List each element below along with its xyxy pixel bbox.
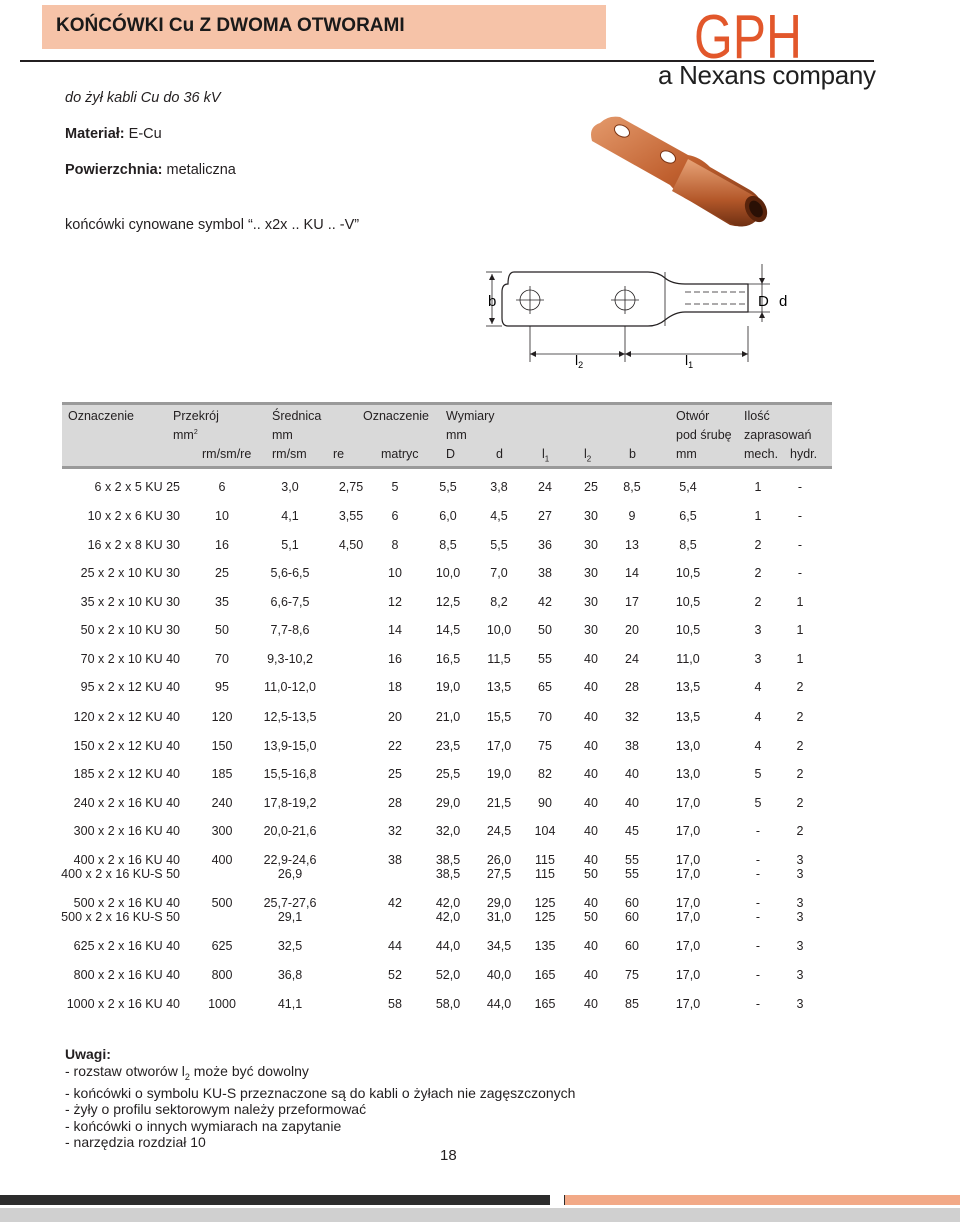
table-cell: 82	[538, 767, 552, 781]
table-cell: 120	[211, 710, 233, 724]
surface-label: Powierzchnia:	[65, 162, 163, 178]
table-cell: 45	[625, 824, 639, 838]
table-cell: 16	[215, 538, 229, 552]
table-cell: 500	[211, 896, 233, 910]
table-cell: 185 x 2 x 12 KU 40	[73, 767, 180, 781]
table-cell: 625	[211, 939, 233, 953]
table-cell: 44	[388, 939, 402, 953]
table-cell: 70	[538, 710, 552, 724]
table-cell: 3,55	[338, 509, 364, 523]
table-cell: 20	[388, 710, 402, 724]
table-cell: 40	[584, 680, 598, 694]
sub-l1: $l_1$	[542, 447, 550, 464]
table-cell: 15,5-16,8	[263, 767, 317, 781]
table-cell: 40	[625, 767, 639, 781]
table-cell: 40	[584, 939, 598, 953]
table-cell: 115	[535, 853, 555, 867]
table-cell: 1000	[208, 997, 236, 1011]
table-cell: 8,5	[623, 480, 641, 494]
table-cell: 40	[584, 968, 598, 982]
table-cell: 1000 x 2 x 16 KU 40	[66, 997, 180, 1011]
table-cell: 42	[388, 896, 402, 910]
table-cell: 40	[584, 739, 598, 753]
table-cell: 75	[538, 739, 552, 753]
table-cell: 36,8	[277, 968, 303, 982]
table-cell: 36	[538, 538, 552, 552]
table-cell: 300	[211, 824, 233, 838]
table-cell: 16 x 2 x 8 KU 30	[87, 538, 180, 552]
table-cell: 6 x 2 x 5 KU 25	[94, 480, 180, 494]
table-cell: 30	[584, 509, 598, 523]
table-cell: 25,7-27,6	[263, 896, 317, 910]
table-cell: 42,0	[435, 896, 461, 910]
table-cell: 12	[388, 595, 402, 609]
table-cell: 90	[538, 796, 552, 810]
table-cell: 25	[388, 767, 402, 781]
table-cell: 2	[796, 767, 804, 781]
table-cell: 13,5	[675, 680, 701, 694]
table-cell: 50 x 2 x 10 KU 30	[80, 623, 180, 637]
table-cell: 28	[625, 680, 639, 694]
table-cell: 17,0	[675, 796, 701, 810]
table-cell: 70	[215, 652, 229, 666]
sub-b: b	[629, 447, 636, 461]
table-cell: 800	[211, 968, 233, 982]
table-cell: 32,5	[277, 939, 303, 953]
table-cell: 14,5	[435, 623, 461, 637]
table-cell: 38	[388, 853, 402, 867]
table-cell: 23,5	[435, 739, 461, 753]
table-cell: 35 x 2 x 10 KU 30	[80, 595, 180, 609]
table-cell: 3	[796, 968, 804, 982]
table-cell: 625 x 2 x 16 KU 40	[73, 939, 180, 953]
table-cell: 104	[534, 824, 556, 838]
table-cell: 125	[534, 910, 556, 924]
table-cell: 1	[754, 480, 762, 494]
table-cell: 2	[754, 538, 762, 552]
table-cell: 11,0-12,0	[264, 680, 316, 694]
table-cell: 22,9-24,6	[263, 853, 317, 867]
table-cell: 20	[625, 623, 639, 637]
table-cell: 14	[625, 566, 639, 580]
table-cell: -	[755, 867, 761, 881]
note-line: - końcówki o innych wymiarach na zapytanie	[65, 1117, 342, 1134]
table-cell: 13,5	[486, 680, 512, 694]
table-cell: 60	[625, 896, 639, 910]
table-cell: 4	[754, 739, 762, 753]
unit-wymiary-mm: mm	[446, 428, 467, 442]
col-oznaczenie: Oznaczenie	[68, 409, 135, 423]
table-cell: 3	[796, 867, 804, 881]
table-cell: 10,5	[675, 566, 701, 580]
table-cell: 10,0	[486, 623, 512, 637]
table-cell: 14	[388, 623, 402, 637]
table-cell: 52,0	[435, 968, 461, 982]
table-cell: 1	[796, 595, 804, 609]
table-cell: 29,1	[277, 910, 303, 924]
table-cell: 17,0	[675, 997, 701, 1011]
table-cell: 13,5	[675, 710, 701, 724]
dim-D-label: D	[758, 293, 769, 310]
table-cell: 85	[625, 997, 639, 1011]
table-cell: 5,5	[490, 538, 508, 552]
table-cell: 34,5	[486, 939, 512, 953]
table-cell: 28	[388, 796, 402, 810]
table-cell: 32,0	[435, 824, 461, 838]
table-cell: 6	[391, 509, 399, 523]
table-cell: 10,5	[675, 623, 701, 637]
table-cell: 185	[211, 767, 233, 781]
table-cell: 30	[584, 623, 598, 637]
table-cell: 150	[211, 739, 233, 753]
table-cell: 2	[796, 710, 804, 724]
table-cell: 10,0	[435, 566, 461, 580]
table-cell: 2,75	[338, 480, 364, 494]
table-cell: 4,50	[338, 538, 364, 552]
table-cell: 55	[625, 867, 639, 881]
table-cell: 10 x 2 x 6 KU 30	[87, 509, 180, 523]
table-cell: 13,0	[675, 767, 701, 781]
table-cell: 9,3-10,2	[267, 652, 313, 666]
table-cell: 4	[754, 710, 762, 724]
col-otwor: Otwór	[676, 409, 710, 423]
table-cell: 1	[796, 623, 804, 637]
table-cell: 40	[584, 896, 598, 910]
table-cell: 5	[391, 480, 399, 494]
table-cell: 27,5	[486, 867, 512, 881]
table-cell: 75	[625, 968, 639, 982]
table-cell: 21,5	[486, 796, 512, 810]
table-cell: 60	[625, 910, 639, 924]
table-cell: 400 x 2 x 16 KU 40	[73, 853, 180, 867]
note-line: - końcówki o symbolu KU-S przeznaczone są do kabli o żyłach nie zagęszczonych	[65, 1084, 576, 1101]
page-number: 18	[440, 1147, 457, 1164]
table-cell: 16	[388, 652, 402, 666]
table-cell: 3	[754, 623, 762, 637]
table-cell: 40	[625, 796, 639, 810]
table-cell: 5	[754, 796, 762, 810]
table-cell: 300 x 2 x 16 KU 40	[73, 824, 180, 838]
table-cell: 24,5	[486, 824, 512, 838]
table-cell: 6,6-7,5	[270, 595, 310, 609]
table-cell: 400	[211, 853, 233, 867]
table-cell: 15,5	[486, 710, 512, 724]
table-cell: 30	[584, 595, 598, 609]
table-cell: 17,8-19,2	[263, 796, 317, 810]
table-cell: 17	[625, 595, 639, 609]
table-cell: 12,5-13,5	[263, 710, 317, 724]
table-cell: 165	[534, 997, 556, 1011]
table-cell: 40	[584, 767, 598, 781]
table-cell: 25,5	[435, 767, 461, 781]
table-cell: 13	[625, 538, 639, 552]
table-cell: 25	[215, 566, 229, 580]
table-cell: 13,0	[675, 739, 701, 753]
table-cell: 7,7-8,6	[270, 623, 310, 637]
sub-l2: $l_2$	[584, 447, 592, 464]
table-cell: 31,0	[486, 910, 512, 924]
note-line: - narzędzia rozdział 10	[65, 1134, 206, 1151]
table-cell: 40	[584, 710, 598, 724]
table-cell: 115	[535, 867, 555, 881]
footer-bar-grey	[0, 1208, 960, 1222]
surface-value: metaliczna	[166, 162, 236, 178]
table-cell: 8,5	[679, 538, 697, 552]
table-cell: 50	[584, 910, 598, 924]
table-cell: 95 x 2 x 12 KU 40	[80, 680, 180, 694]
table-cell: -	[797, 480, 803, 494]
table-cell: 24	[625, 652, 639, 666]
table-cell: 3,0	[281, 480, 299, 494]
table-cell: 95	[215, 680, 229, 694]
table-cell: 5	[754, 767, 762, 781]
table-cell: 17,0	[675, 896, 701, 910]
table-cell: 2	[754, 566, 762, 580]
col-wymiary: Wymiary	[446, 409, 495, 423]
table-cell: 20,0-21,6	[263, 824, 317, 838]
table-cell: 17,0	[675, 910, 701, 924]
footer-bar-orange	[565, 1195, 960, 1205]
table-cell: 21,0	[435, 710, 461, 724]
table-cell: 10	[215, 509, 229, 523]
col-ilosc: Ilość	[744, 409, 770, 423]
table-cell: 40	[584, 796, 598, 810]
table-cell: 1	[754, 509, 762, 523]
table-cell: -	[755, 997, 761, 1011]
sub-mm: mm	[676, 447, 697, 461]
material-label: Materiał:	[65, 126, 125, 142]
table-cell: 3	[796, 896, 804, 910]
table-cell: 17,0	[675, 853, 701, 867]
unit-srednica-mm: mm	[272, 428, 293, 442]
table-cell: -	[755, 896, 761, 910]
table-cell: 3,8	[490, 480, 508, 494]
sub-matryc: matryc	[381, 447, 419, 461]
table-cell: 3	[796, 853, 804, 867]
table-cell: 26,9	[277, 867, 303, 881]
table-cell: 42	[538, 595, 552, 609]
table-cell: 10	[388, 566, 402, 580]
table-cell: 41,1	[277, 997, 303, 1011]
table-cell: 4,5	[490, 509, 508, 523]
col-przekroj: Przekrój	[173, 409, 219, 423]
table-cell: 38,5	[435, 867, 461, 881]
table-cell: -	[755, 853, 761, 867]
sub-re: re	[333, 447, 345, 461]
table-cell: -	[797, 566, 803, 580]
table-cell: 32	[625, 710, 639, 724]
footer-gap	[550, 1195, 564, 1205]
table-cell: 3	[796, 997, 804, 1011]
sub-rmsm: rm/sm	[272, 447, 307, 461]
table-cell: 38	[625, 739, 639, 753]
table-cell: 58,0	[435, 997, 461, 1011]
notes-title: Uwagi:	[65, 1046, 111, 1062]
gph-logo-text: GPH	[694, 3, 802, 72]
table-cell: 25 x 2 x 10 KU 30	[80, 566, 180, 580]
table-cell: 2	[754, 595, 762, 609]
table-cell: 42,0	[435, 910, 461, 924]
material-value: E-Cu	[128, 126, 162, 142]
table-cell: 12,5	[435, 595, 461, 609]
table-cell: 2	[796, 796, 804, 810]
table-cell: 5,4	[679, 480, 697, 494]
table-cell: 500 x 2 x 16 KU 40	[73, 896, 180, 910]
table-cell: 4,1	[281, 509, 299, 523]
table-cell: -	[755, 910, 761, 924]
table-cell: 800 x 2 x 16 KU 40	[73, 968, 180, 982]
table-cell: 38	[538, 566, 552, 580]
table-cell: 17,0	[675, 867, 701, 881]
table-cell: 9	[628, 509, 636, 523]
table-cell: 38,5	[435, 853, 461, 867]
table-cell: 55	[625, 853, 639, 867]
table-cell: 50	[538, 623, 552, 637]
table-cell: 18	[388, 680, 402, 694]
table-cell: 40	[584, 824, 598, 838]
table-cell: 30	[584, 538, 598, 552]
subtitle: do żył kabli Cu do 36 kV	[65, 90, 221, 106]
table-cell: 29,0	[486, 896, 512, 910]
table-cell: 2	[796, 739, 804, 753]
table-cell: 11,0	[676, 652, 700, 666]
table-cell: -	[755, 824, 761, 838]
sub-rmsmre: rm/sm/re	[202, 447, 252, 461]
table-cell: 65	[538, 680, 552, 694]
table-cell: 27	[538, 509, 552, 523]
table-cell: -	[797, 538, 803, 552]
table-cell: 3	[754, 652, 762, 666]
table-cell: 17,0	[675, 968, 701, 982]
unit-mm2: $mm^2$	[173, 428, 198, 442]
table-cell: 29,0	[435, 796, 461, 810]
table-cell: 240	[211, 796, 233, 810]
table-cell: 26,0	[486, 853, 512, 867]
table-cell: 55	[538, 652, 552, 666]
table-cell: 25	[584, 480, 598, 494]
dim-d-label: d	[779, 293, 788, 310]
table-cell: 120 x 2 x 12 KU 40	[73, 710, 180, 724]
table-cell: 58	[388, 997, 402, 1011]
unit-pod-srube: pod śrubę	[676, 428, 732, 442]
table-cell: 2	[796, 680, 804, 694]
page-title: KOŃCÓWKI Cu Z DWOMA OTWORAMI	[56, 15, 405, 36]
note-line: - rozstaw otworów $l_2$ może być dowolny	[65, 1062, 309, 1082]
table-cell: 6,0	[439, 509, 457, 523]
table-cell: 17,0	[486, 739, 512, 753]
table-cell: 5,5	[439, 480, 457, 494]
table-cell: 4	[754, 680, 762, 694]
dim-l2-label: $l_2$	[575, 352, 584, 370]
table-cell: 52	[388, 968, 402, 982]
table-cell: 125	[534, 896, 556, 910]
dim-l1-label: $l_1$	[685, 352, 694, 370]
table-cell: 10,5	[675, 595, 701, 609]
sub-mech: mech.	[744, 447, 779, 461]
table-cell: 32	[388, 824, 402, 838]
table-cell: 8,5	[439, 538, 457, 552]
table-cell: 2	[796, 824, 804, 838]
table-cell: 1	[796, 652, 804, 666]
table-cell: 500 x 2 x 16 KU-S 50	[61, 910, 180, 924]
table-cell: 19,0	[435, 680, 461, 694]
table-cell: 5,1	[281, 538, 299, 552]
table-cell: 22	[388, 739, 402, 753]
table-cell: 44,0	[486, 997, 512, 1011]
table-cell: 3	[796, 910, 804, 924]
notes	[65, 1046, 575, 1151]
table-cell: 165	[534, 968, 556, 982]
table-cell: 44,0	[435, 939, 461, 953]
table-cell: 50	[215, 623, 229, 637]
nexans-tagline: a Nexans company	[658, 60, 876, 90]
table-cell: 135	[534, 939, 556, 953]
table-cell: 150 x 2 x 12 KU 40	[73, 739, 180, 753]
sub-d: d	[496, 447, 503, 461]
table-cell: 60	[625, 939, 639, 953]
table-cell: 3	[796, 939, 804, 953]
table-cell: 11,5	[487, 652, 511, 666]
table-cell: 5,6-6,5	[270, 566, 310, 580]
dim-b-label: b	[488, 293, 497, 310]
table-cell: 17,0	[675, 939, 701, 953]
table-cell: 40	[584, 652, 598, 666]
sub-D: D	[446, 447, 456, 461]
table-cell: 8,2	[490, 595, 508, 609]
table-cell: 6,5	[679, 509, 697, 523]
table-cell: 6	[218, 480, 226, 494]
table-cell: 24	[538, 480, 552, 494]
unit-zaprasowan: zaprasowań	[744, 428, 812, 442]
table-cell: 7,0	[490, 566, 508, 580]
table-cell: 8	[391, 538, 399, 552]
table-cell: -	[755, 939, 761, 953]
sub-hydr: hydr.	[790, 447, 818, 461]
table-cell: 40	[584, 997, 598, 1011]
table-cell: 400 x 2 x 16 KU-S 50	[61, 867, 180, 881]
table-cell: 35	[215, 595, 229, 609]
table-cell: -	[755, 968, 761, 982]
table-cell: 50	[584, 867, 598, 881]
table-cell: 19,0	[486, 767, 512, 781]
table-cell: 30	[584, 566, 598, 580]
col-srednica: Średnica	[272, 409, 322, 423]
table-cell: 40	[584, 853, 598, 867]
note-line: - żyły o profilu sektorowym należy przeformować	[65, 1101, 367, 1118]
col-oznaczenie-matryc: Oznaczenie	[363, 409, 430, 423]
table-cell: 40,0	[486, 968, 512, 982]
table-cell: -	[797, 509, 803, 523]
table-cell: 13,9-15,0	[263, 739, 317, 753]
table-cell: 70 x 2 x 10 KU 40	[80, 652, 180, 666]
tinned-note: końcówki cynowane symbol “.. x2x .. KU .. -V”	[65, 217, 360, 233]
table-cell: 240 x 2 x 16 KU 40	[73, 796, 180, 810]
table-cell: 16,5	[435, 652, 461, 666]
table-cell: 17,0	[675, 824, 701, 838]
